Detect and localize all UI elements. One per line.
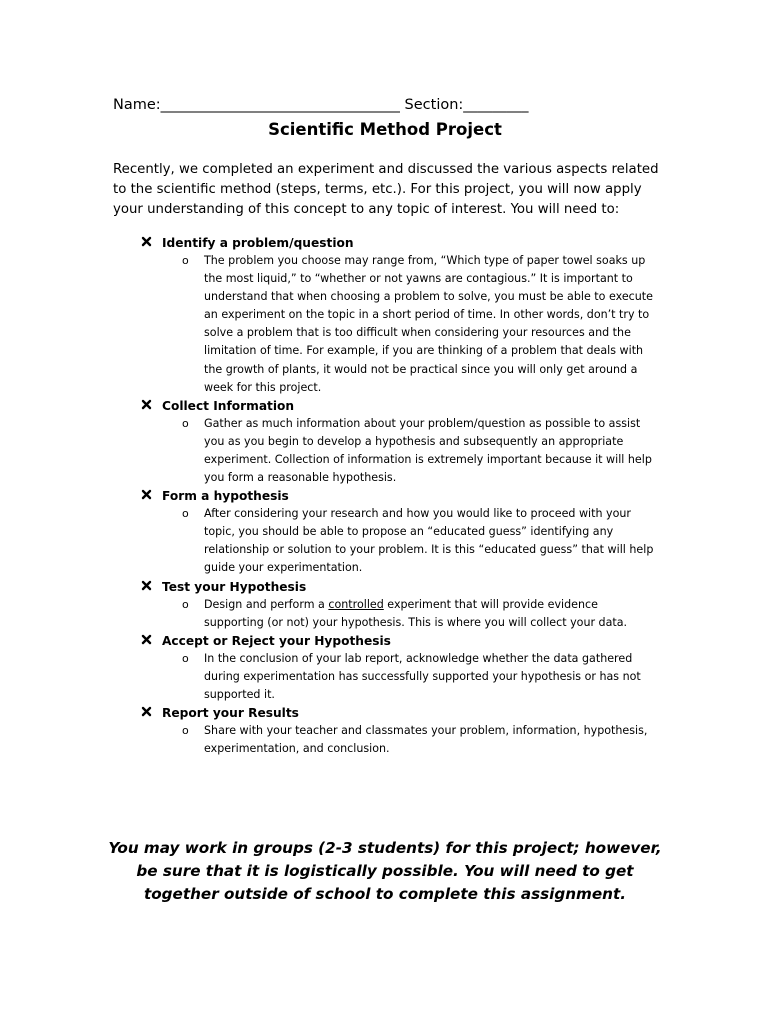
bullet-marker: o	[182, 597, 189, 611]
step-test-hypothesis	[139, 578, 669, 632]
bullet-marker: o	[182, 416, 189, 430]
step-form-hypothesis	[139, 487, 669, 577]
step-detail-text: The problem you choose may range from, “Which type of paper towel soaks up the most liquid,” to “whether or not yawns are contagious.” It is important to understand that when choosing a problem to solve, you must be able to execute an experiment on the topic in a short period of time. In other words, don’t try to solve a problem that is too difficult when considering your resources and the limitation of time. For example, if you are thinking of a problem that deals with the growth of plants, it would not be practical since you will only get around a week for this project.	[204, 254, 653, 394]
name-label: Name:	[113, 97, 161, 113]
step-heading: Collect Information	[162, 398, 295, 413]
closing-note: You may work in groups (2-3 students) for this project; however, be sure that it is logistically possible. You will need to get together outside of school to complete this assignment.	[108, 839, 662, 903]
step-heading: Accept or Reject your Hypothesis	[162, 633, 391, 648]
step-identify-problem	[139, 234, 669, 397]
step-accept-reject	[139, 632, 669, 704]
x-mark-icon	[141, 489, 152, 500]
step-detail-text: Share with your teacher and classmates your problem, information, hypothesis, experimentation, and conclusion.	[204, 723, 648, 756]
steps-list	[139, 234, 669, 758]
step-detail	[162, 596, 656, 632]
step-detail-text: After considering your research and how you would like to proceed with your topic, you should be able to propose an “educated guess” identifying any relationship or solution to your problem. It is this “educated guess” that will help guide your experimentation.	[204, 507, 654, 575]
step-detail-text: In the conclusion of your lab report, acknowledge whether the data gathered during experimentation has successfully supported your hypothesis or has not supported it.	[204, 651, 641, 701]
x-mark-icon	[141, 236, 152, 247]
step-heading: Identify a problem/question	[162, 236, 354, 250]
bullet-marker: o	[182, 254, 189, 267]
underlined-word: controlled	[328, 597, 384, 611]
step-detail	[162, 252, 656, 397]
step-report-results	[139, 704, 669, 758]
section-label: Section:	[404, 97, 464, 113]
x-mark-icon	[141, 580, 152, 591]
x-mark-icon	[141, 634, 152, 645]
section-blank: _________	[463, 97, 529, 113]
x-mark-icon	[141, 399, 152, 410]
x-mark-icon	[141, 706, 152, 717]
bullet-marker: o	[182, 651, 189, 665]
step-detail	[162, 415, 656, 487]
step-heading: Test your Hypothesis	[162, 579, 307, 594]
page-title: Scientific Method Project	[268, 120, 502, 139]
step-detail-text-before: Design and perform a	[204, 597, 329, 611]
name-blank: _________________________________	[160, 97, 400, 113]
name-section-line	[113, 95, 529, 115]
step-collect-information	[139, 397, 669, 487]
step-detail	[162, 505, 656, 577]
step-heading: Report your Results	[162, 705, 299, 720]
step-heading: Form a hypothesis	[162, 489, 289, 504]
step-detail	[162, 722, 656, 758]
step-detail-text: Gather as much information about your problem/question as possible to assist you as you begin to develop a hypothesis and subsequently an appropriate experiment. Collection of information is extremely important because it will help you form a reasonable hypothesis.	[204, 416, 652, 485]
intro-paragraph: Recently, we completed an experiment and discussed the various aspects related to the scientific method (steps, terms, etc.). For this project, you will now apply your understanding of this concept to any topic of interest. You will need to:	[113, 162, 659, 217]
bullet-marker: o	[182, 507, 189, 521]
step-detail-text-after: experiment that will provide evidence supporting (or not) your hypothesis. This is where you will collect your data.	[204, 597, 628, 629]
bullet-marker: o	[182, 723, 189, 737]
step-detail	[162, 650, 656, 704]
